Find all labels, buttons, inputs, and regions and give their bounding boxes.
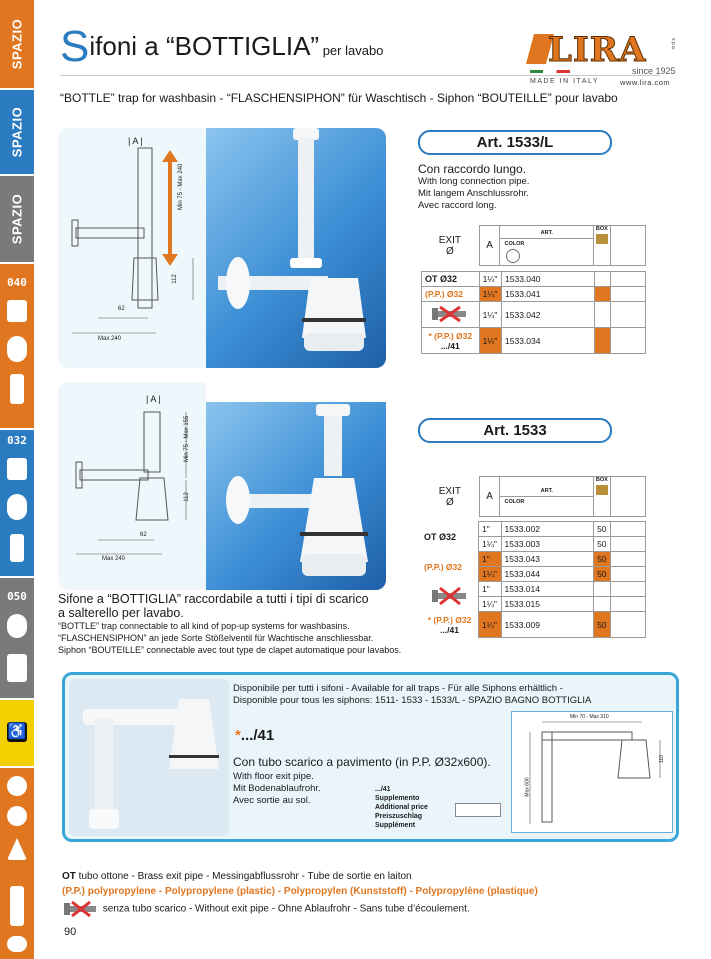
basin-icon (7, 458, 27, 480)
art-1533-label: Art. 1533 (418, 418, 612, 443)
accessory-panel: Disponibile per tutti i sifoni - Available for all traps - Für alle Siphons erhältlich - Disponible pour tous les siphons: 1511- 1533 - 1533/L - SPAZIO BAGNO BOTTIGLIA *.../41 Con tubo scarico a pavimento (in P.P. Ø32x600). With floor exit pipe. Mit Bodenablaufrohr. Avec sortie au sol. .../41 Supplemento Additional price Preiszuschlag Supplément Min 70 - Max 310 Max 600 110 (62, 672, 679, 842)
legend-no-pipe: senza tubo scarico - Without exit pipe - Ohne Ablaufrohr - Sans tube d’écoulement. (62, 901, 470, 917)
washbasin-icon (7, 300, 27, 322)
sidebar-section-040[interactable] (0, 264, 34, 428)
art-1533L-label: Art. 1533/L (418, 130, 612, 155)
table-row[interactable]: 1" 1533.014 (421, 582, 646, 597)
accessory-drawing: Min 70 - Max 310 Max 600 110 (511, 711, 673, 833)
tube-icon (10, 534, 24, 562)
siphon-icon (7, 494, 27, 520)
sidebar-section-drains[interactable] (0, 768, 34, 959)
table-row[interactable]: OT Ø32 1" 1533.002 50 (421, 522, 646, 537)
pipe-icon (10, 374, 24, 404)
no-exit-pipe-icon (62, 901, 100, 917)
floor-pipe-illustration (69, 679, 229, 836)
sidebar-tab-spazio-2[interactable]: SPAZIO (0, 90, 34, 174)
sidebar-number: 040 (7, 276, 27, 289)
table-row[interactable]: OT Ø32 1¼" 1533.040 (422, 272, 646, 287)
trap-icon (7, 614, 27, 638)
art-1533L-description: Con raccordo lungo. With long connection pipe. Mit langem Anschlussrohr. Avec raccord long. (418, 162, 530, 211)
chef-icon (7, 654, 27, 682)
no-exit-pipe-icon (430, 585, 470, 607)
product-photo (198, 402, 386, 590)
trap-photo-illustration (198, 128, 386, 368)
table-row[interactable]: (P.P.) Ø32 1¼" 1533.041 (422, 287, 646, 302)
category-sidebar (0, 0, 34, 959)
art-1533-table (421, 521, 646, 638)
color-swatch-white (506, 249, 520, 263)
page-subtitle: “BOTTLE” trap for washbasin - “FLASCHENSIPHON” für Waschtisch - Siphon “BOUTEILLE” pour lavabo (60, 91, 618, 105)
sidebar-tab-spazio-3[interactable]: SPAZIO (0, 176, 34, 262)
accessory-code: *.../41 (235, 727, 275, 744)
table-row[interactable]: 1¼" 1533.044 50 (421, 567, 646, 582)
table-row[interactable]: 1¼" 1533.042 (422, 302, 646, 328)
italian-flag-stripe (530, 70, 570, 73)
art-1533L-header-table: EXIT Ø A ART. COLOR BOX (421, 225, 646, 266)
shower-drain-icon (7, 806, 27, 826)
trap-photo-illustration (198, 402, 386, 590)
accessory-photo (69, 679, 229, 836)
drain-icon (7, 776, 27, 796)
supplement-price-box (455, 803, 501, 817)
sidebar-tab-spazio-1[interactable]: SPAZIO (0, 0, 34, 88)
table-row[interactable]: (P.P.) Ø32 1" 1533.043 50 (421, 552, 646, 567)
technical-drawing: | A | Min 75 - Max 240 112 62 Max 240 (58, 128, 206, 368)
product-1533-image (58, 382, 386, 590)
page-title: Sifoni a “BOTTIGLIA” per lavabo (60, 22, 384, 71)
brand-logo: LIRA s.p.a. since 1925 MADE IN ITALY www.lira.com (530, 30, 685, 90)
box-icon (596, 485, 608, 495)
cone-icon (7, 838, 27, 860)
product-1533L-image (58, 128, 386, 368)
legend-pp: (P.P.) polypropylene - Polypropylene (plastic) - Polypropylen (Kunststoff) - Polypropylène (plastique) (62, 886, 538, 897)
sidebar-number: 050 (7, 590, 27, 603)
wheelchair-icon: ♿ (7, 723, 27, 740)
sidebar-section-accessibility[interactable] (0, 700, 34, 766)
art-1533-header-table: EXIT Ø A ART. COLOR BOX (421, 476, 646, 517)
ring-icon (7, 936, 27, 952)
dimension-drawing (512, 712, 674, 834)
sidebar-section-032[interactable] (0, 430, 34, 576)
no-exit-pipe-icon (430, 305, 470, 323)
dimension-drawing (58, 382, 206, 590)
table-row[interactable]: 1¼" 1533.003 50 (421, 537, 646, 552)
connector-icon (10, 886, 24, 926)
table-row[interactable]: * (P.P.) Ø32 .../41 1¼" 1533.034 (422, 328, 646, 354)
legend-ot: OT tubo ottone - Brass exit pipe - Messingabflussrohr - Tube de sortie en laiton (62, 871, 412, 882)
accessory-description: Con tubo scarico a pavimento (in P.P. Ø32x600). (233, 755, 491, 769)
supplement-note: .../41 Supplemento Additional price Preiszuschlag Supplément (375, 786, 428, 829)
box-icon (596, 234, 608, 244)
sidebar-section-050[interactable] (0, 578, 34, 698)
table-row[interactable]: * (P.P.) Ø32 .../41 1¼" 1533.009 50 (421, 612, 646, 638)
availability-note: Disponibile per tutti i sifoni - Available for all traps - Für alle Siphons erhältlich - Disponible pour tous les siphons: 1511- 1533 - 1533/L - SPAZIO BAGNO BOTTIGLIA (233, 683, 592, 706)
page-number: 90 (64, 926, 77, 938)
technical-drawing: | A | Min 75 - Max 155 112 62 Max 240 (58, 382, 206, 590)
sidebar-number: 032 (7, 434, 27, 447)
table-row[interactable]: 1¼" 1533.015 (421, 597, 646, 612)
product-photo (198, 128, 386, 368)
art-1533L-table (421, 271, 646, 354)
art-1533-description: Sifone a “BOTTIGLIA” raccordabile a tutti i tipi di scarico a salterello per lavabo. “BOTTLE” trap connectable to all kind of pop-up systems for washbasins. “FLASCHENSIPHON” an jede Sorte Stößelventil für Wachtische anschliessbar. Siphon “BOUTEILLE” connectable avec tout type de clapet automatique pour lavabos. (58, 592, 402, 655)
trap-icon (7, 336, 27, 362)
